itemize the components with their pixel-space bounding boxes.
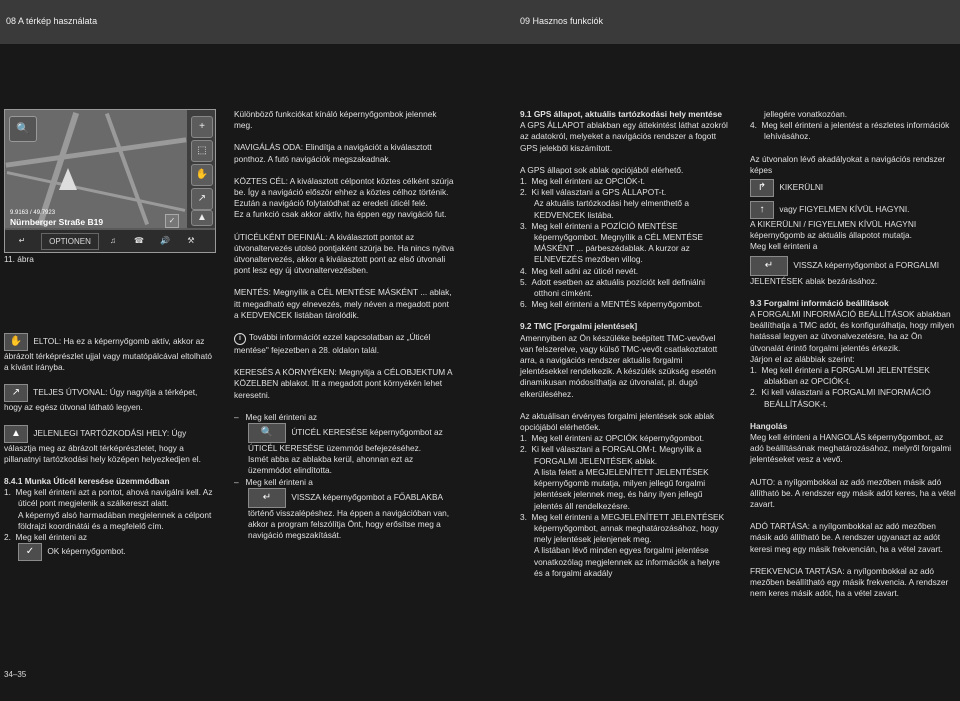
left-header xyxy=(0,0,482,44)
right-column: 9.1 GPS állapot, aktuális tartózkodási hely mentése A GPS ÁLLAPOT ablakban egy áttekintést láthat azokról az adatokról, melyeket a navigációs rendszer a fogott GPS jelekből kiszámított. A GPS állapot sok ablak opciójából elérhető. 1. Meg kell érinteni az OPCIÓK-t. 2. Ki kell választani a GPS ÁLLAPOT-t. Az aktuális tartózkodási hely elmenthető a KEDVENCEK listába. 3. Meg kell érinteni a POZÍCIÓ MENTÉSE képernyőgombot. Megnyílik a CÉL MENTÉSE MÁSKÉNT ... párbeszédablak. A kurzor az ELNEVEZÉS mezőben villog. 4. Meg kell adni az úticél nevét. 5. Adott esetben az aktuális pozíciót kell definiálni otthoni címként. 6. Meg kell érinteni a MENTÉS képernyőgombot. 9.2 TMC [Forgalmi jelentések] Amennyiben az Ön készüléke beépített TMC-vevővel van felszerelve, vagy külső TMC-vevőt csatlakoztatott arra, a navigációs rendszer aktuális forgalmi jelentésekkel rendelkezik. A készülék szükség esetén dinamikusan módosíthatja az útvonalat, pl. dugó elkerüléséhez. Az aktuálisan érvényes forgalmi jelentések sok ablak opciójából elérhetőek. 1. Meg kell érinteni az OPCIÓK képernyőgombot. 2. Ki kell választani a FORGALOM-t. Megnyílik a FORGALMI JELENTÉSEK ablak. A lista felett a MEGJELENÍTETT JELENTÉSEK képernyőgomb mutatja, milyen jellegű forgalmi jelentések jelennek meg, és hány ilyen jellegű jelentés áll rendelkezésre. 3. Meg kell érinteni a MEGJELENÍTETT JELENTÉSEK képernyőgombot, annak meghatározásához, hogy mely jelentések jelenjenek meg. A listában lévő minden egyes forgalmi jelentése vonatkozólag megjelennek az információk a helyre és a forgalmi akadály xyxy=(520,109,730,579)
f-p3: Meg kell érinteni a xyxy=(750,241,818,252)
f-p8: ADÓ TARTÁSA: a nyílgombokkal az adó mezőben másik adó állítható be. A rendszer ugyanazt az adót keresi meg egy másik frekvencián, ha a vétel zavart. xyxy=(750,521,943,554)
options-button[interactable]: OPTIONEN xyxy=(41,233,99,250)
r-p3: Amennyiben az Ön készüléke beépített TMC-vevővel van felszerelve, vagy külső TMC-vevőt csatlakoztatott arra, a navigációs rendszer aktuális forgalmi jelentésekkel rendelkezik. A készülék szükség esetén dinamikusan módosíthatja az útvonalat, pl. dugó elkerüléséhez. xyxy=(520,332,718,399)
mid-d2: Meg kell érinteni a xyxy=(245,476,313,487)
ok-text: OK képernyőgombot. xyxy=(47,546,126,557)
mid-d1: Meg kell érinteni az xyxy=(245,411,318,422)
f-s2: Ki kell választani a FORGALMI INFORMÁCIÓ BEÁLLÍTÁSOK-t. xyxy=(761,387,931,409)
left-column xyxy=(4,333,216,561)
middle-column xyxy=(234,109,454,541)
mid-p6: KERESÉS A KÖRNYÉKEN: Megnyitja a CÉLOBJEKTUM A KÖZELBEN ablakot. Itt a megadott pont környékén lehet keresetni. xyxy=(234,367,453,400)
full-route-icon: ↗ xyxy=(4,384,28,402)
f-p1: Az útvonalon lévő akadályokat a navigációs rendszer képes xyxy=(750,153,946,175)
f-vagy: vagy FIGYELMEN KÍVÜL HAGYNI. xyxy=(779,204,910,215)
step1-text: Meg kell érinteni azt a pontot, ahová navigálni kell. Az úticél pont megjelenik a szálkereszt alatt. xyxy=(15,487,213,509)
back-icon: ↵ xyxy=(750,256,788,276)
eltol-text: ELTOL: Ha ez a képernyőgomb aktív, akkor az ábrázolt térképrészlet ujjal vagy mutatópálcával eltolható a kívánt irányba. xyxy=(4,336,212,373)
f-p6: Meg kell érinteni a HANGOLÁS képernyőgombot, az adó beállításának meghatározásához, melyről forgalmi jelentéseket vesz a vevő. xyxy=(750,432,952,465)
r-t2: Ki kell választani a FORGALOM-t. Megnyílik a FORGALMI JELENTÉSEK ablak. xyxy=(531,444,702,466)
section-heading-91: 9.1 GPS állapot, aktuális tartózkodási hely mentése xyxy=(520,109,722,119)
dash: – xyxy=(234,411,239,422)
right-page xyxy=(482,0,960,701)
ignore-icon: ↑ xyxy=(750,201,774,219)
f-vissza: VISSZA képernyőgombot a FORGALMI JELENTÉSEK ablak bezárásához. xyxy=(750,259,940,286)
settings-icon[interactable]: ⚒ xyxy=(187,236,195,245)
f-p5: Járjon el az alábbiak szerint: xyxy=(750,353,855,364)
r-p4: Az aktuálisan érvényes forgalmi jelentések sok ablak opciójából elérhetőek. xyxy=(520,410,715,433)
zoom-in-icon[interactable]: + xyxy=(191,116,213,138)
info-icon: i xyxy=(234,333,246,345)
page-number: 34–35 xyxy=(4,670,27,679)
f-p7: AUTO: a nyílgombokkal az adó mezőben másik adó állítható be. A rendszer egy másik adót keres, ha a vétel zavart. xyxy=(750,476,956,510)
r-t1: Meg kell érinteni az OPCIÓK képernyőgombot. xyxy=(531,433,705,444)
zoom-region-icon[interactable]: ⬚ xyxy=(191,140,213,162)
far-right-column: jellegére vonatkozóan. 4. Meg kell érinteni a jelentést a részletes információk lehívásához. Az útvonalon lévő akadályokat a navigációs rendszer képes ↱ KIKERÜLNI ↑ vagy FIGYELMEN KÍVÜL HAGYNI. A KIKERÜLNI / FIGYELMEN KÍVÜL HAGYNI képernyőgomb az aktuális állapotot mutatja. Meg kell érinteni a ↵ VISSZA képernyőgombot a FORGALMI JELENTÉSEK ablak bezárásához. 9.3 Forgalmi információ beállítások A FORGALMI INFORMÁCIÓ BEÁLLÍTÁSOK ablakban beállíthatja a TMC adót, és konfigurálhatja, hogy milyen hatással legyen az útvonalvezetésre, ha az Ön útvonalát érintő forgalmi jelentés érkezik. Járjon el az alábbiak szerint: 1. Meg kell érinteni a FORGALMI JELENTÉSEK ablakban az OPCIÓK-t. 2. Ki kell választani a FORGALMI INFORMÁCIÓ BEÁLLÍTÁSOK-t. Hangolás Meg kell érinteni a HANGOLÁS képernyőgombot, az adó beállításának meghatározásához, melyről forgalmi jelentéseket vesz a vevő. AUTO: a nyílgombokkal az adó mezőben másik adó állítható be. A rendszer egy másik adót keres, ha a vétel zavart. ADÓ TARTÁSA: a nyílgombokkal az adó mezőben másik adó állítható be. A rendszer ugyanazt az adót keresi meg egy másik frekvencián, ha a vétel zavart. FREKVENCIA TARTÁSA: a nyílgombokkal az adó mezőben beállítható egy másik frekvencia. A rendszer nem keres másik adót, ha a vétel zavart. xyxy=(750,109,956,599)
mid-p3b: Ez a funkció csak akkor aktív, ha éppen egy navigáció fut. xyxy=(234,209,447,220)
r-l2b: Az aktuális tartózkodási hely elmenthető a KEDVENCEK listába. xyxy=(534,198,689,220)
r-l5: Adott esetben az aktuális pozíciót kell definiálni otthoni címként. xyxy=(531,276,705,299)
r-p2: A GPS állapot sok ablak opciójából elérhető. xyxy=(520,164,684,175)
mid-d1b: ÚTICÉL KERESÉSE képernyőgombot az ÚTICÉL KERESÉSE üzemmód befejezéséhez. xyxy=(248,427,443,454)
r-l3: Meg kell érinteni a POZÍCIÓ MENTÉSE képernyőgombot. Megnyílik a CÉL MENTÉSE MÁSKÉNT ... párbeszédablak. A kurzor az ELNEVEZÉS mezőben villog. xyxy=(531,220,703,265)
heading-hangolas: Hangolás xyxy=(750,420,788,431)
r-l4: Meg kell adni az úticél nevét. xyxy=(531,265,639,276)
r-t3: Meg kell érinteni a MEGJELENÍTETT JELENTÉSEK képernyőgombot, annak meghatározásához, hogy mely jelentések jelenjenek meg. xyxy=(531,511,725,545)
mid-p3: KÖZTES CÉL: A kiválasztott célpontot köztes célként szúrja be. Így a navigáció először ehhez a köztes célhoz történik. Ezután a navigáció folytatódhat az eredeti úticél felé. xyxy=(234,175,454,209)
street-name: Nürnberger Straße B19 xyxy=(10,217,104,227)
mid-p5: MENTÉS: Megnyílik a CÉL MENTÉSE MÁSKÉNT ... ablak, itt megadható egy elnevezés, mely néven a megadott pont a KEDVENCEK listában tárolódik. xyxy=(234,287,452,320)
hand-pan-icon: ✋ xyxy=(4,333,28,351)
bottom-bar xyxy=(5,230,215,252)
full-route-icon[interactable]: ↗ xyxy=(191,188,213,210)
ok-check-icon: ✓ xyxy=(18,543,42,561)
step2-text: Meg kell érinteni az xyxy=(15,532,88,543)
step-number: 1. xyxy=(4,487,11,498)
mid-info: További információt ezzel kapcsolatban az „Úticél mentése" fejezetben a 28. oldalon talál. xyxy=(234,332,431,356)
section-heading-92: 9.2 TMC [Forgalmi jelentések] xyxy=(520,321,638,332)
section-heading-841: 8.4.1 Munka Úticél keresése üzemmódban xyxy=(4,476,170,487)
section-heading-93: 9.3 Forgalmi információ beállítások xyxy=(750,297,889,308)
figure-caption: 11. ábra xyxy=(4,254,34,264)
zoom-out-icon[interactable]: 🔍 xyxy=(9,116,37,142)
f-a1: jellegére vonatkozóan. xyxy=(764,109,848,119)
step-number: 2. xyxy=(4,532,11,543)
r-t3b: A listában lévő minden egyes forgalmi jelentése vonatkozólag megjelennek az információk a helyre és a forgalmi akadály xyxy=(534,545,720,578)
r-l2: Ki kell választani a GPS ÁLLAPOT-t. xyxy=(531,187,667,198)
back-icon[interactable]: ↵ xyxy=(18,236,26,245)
jelenlegi-text: JELENLEGI TARTÓZKODÁSI HELY: Úgy választja meg az ábrázolt térképrészletet, hogy a pillanatnyi tartózkodási hely középen helyezkedjen el. xyxy=(4,427,201,464)
f-p2: A KIKERÜLNI / FIGYELMEN KÍVÜL HAGYNI képernyőgomb az aktuális állapotot mutatja. xyxy=(750,219,917,241)
mid-p1: Különböző funkciókat kínáló képernyőgombok jelennek meg. xyxy=(234,109,437,131)
dash: – xyxy=(234,476,239,487)
f-a4: Meg kell érinteni a jelentést a részletes információk lehívásához. xyxy=(761,120,950,142)
current-position-icon: ▲ xyxy=(4,425,28,443)
navigation-screenshot xyxy=(4,109,216,253)
left-header-title: 08 A térkép használata xyxy=(6,16,98,26)
teljes-text: TELJES ÚTVONAL: Úgy nagyítja a térképet, hogy az egész útvonal látható legyen. xyxy=(4,387,198,413)
r-t2b: A lista felett a MEGJELENÍTETT JELENTÉSEK képernyőgomb mutatja, milyen jellegű forgalmi jelentések jelennek meg, és hány ilyen jellegű jelentés áll rendelkezésre. xyxy=(534,466,709,511)
r-p1: A GPS ÁLLAPOT ablakban egy áttekintést láthat azokról az adatokról, melyeket a navigációs rendszer a fogott GPS jelekből kiszámított. xyxy=(520,120,728,153)
position-arrow-icon xyxy=(59,168,77,190)
map-side-toolbar xyxy=(187,110,215,228)
mid-d1c: Ismét abba az ablakba kerül, ahonnan ezt az üzemmódot elindította. xyxy=(248,454,414,476)
coordinates: 9.9163 / 49.7923 xyxy=(10,210,56,216)
mid-p4: ÚTICÉLKÉNT DEFINIÁL: A kiválasztott pontot az útvonaltervezés utolsó pontjaként szúrja be. Ha nincs nyitva útvonaltervezés, akkor a kiválasztott pont az első útvonali pont lesz egy új útvonaltervezésben. xyxy=(234,231,454,276)
search-icon: 🔍 xyxy=(248,423,286,443)
current-position-icon[interactable]: ▲ xyxy=(191,210,213,226)
ok-check-icon[interactable]: ✓ xyxy=(165,214,179,228)
f-p9: FREKVENCIA TARTÁSA: a nyílgombokkal az adó mezőben beállítható egy másik frekvencia. A rendszer nem keres másik adót, ha a vétel zavart. xyxy=(750,565,949,599)
mid-p2: NAVIGÁLÁS ODA: Elindítja a navigációt a kiválasztott ponthoz. A futó navigációk megszakadnak. xyxy=(234,142,432,164)
step1-text2: A képernyő alsó harmadában megjelennek a célpont földrajzi koordinátái és a megfelelő cím. xyxy=(18,509,212,531)
f-s1: Meg kell érinteni a FORGALMI JELENTÉSEK ablakban az OPCIÓK-t. xyxy=(761,365,930,387)
avoid-icon: ↱ xyxy=(750,179,774,197)
volume-icon[interactable]: 🔊 xyxy=(160,236,170,245)
f-p4: A FORGALMI INFORMÁCIÓ BEÁLLÍTÁSOK ablakban beállíthatja a TMC adót, és konfigurálhatja, hogy milyen hatással legyen az útvonalvezetésre, ha az Ön útvonalát érintő forgalmi jelentés érkezik. xyxy=(750,309,955,353)
r-l6: Meg kell érinteni a MENTÉS képernyőgombot. xyxy=(531,299,703,310)
mid-d2b: VISSZA képernyőgombot a FŐABLAKBA történő visszalépéshez. Ha éppen a navigációban van, akkor a program felszólítja Önt, hogy erősítse meg a navigáció megszakítását. xyxy=(248,492,450,541)
music-icon[interactable]: ♫ xyxy=(110,236,116,245)
right-header xyxy=(482,0,960,44)
back-icon: ↵ xyxy=(248,488,286,508)
hand-pan-icon[interactable]: ✋ xyxy=(191,164,213,186)
f-kikerulni: KIKERÜLNI xyxy=(779,182,824,193)
r-l1: Meg kell érinteni az OPCIÓK-t. xyxy=(531,176,645,187)
right-header-title: 09 Hasznos funkciók xyxy=(520,16,604,26)
phone-icon[interactable]: ☎ xyxy=(134,236,144,245)
